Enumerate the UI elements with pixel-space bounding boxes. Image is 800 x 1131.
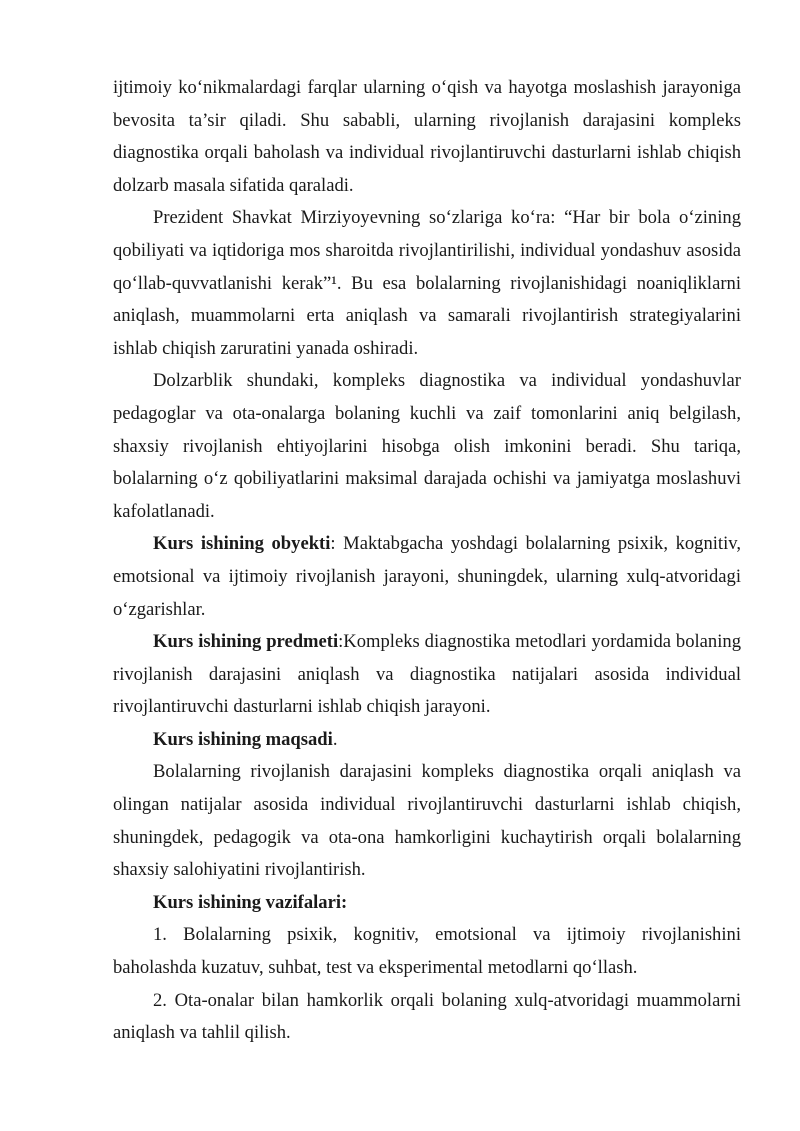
paragraph-president-quote: Prezident Shavkat Mirziyoyevning so‘zlariga ko‘ra: “Har bir bola o‘zining qobiliyati va iqtidoriga mos sharoitda rivojlantirilishi, individual yondashuv asosida qo‘llab-quvvatlanishi kerak”¹. Bu esa bolalarning rivojlanishidagi noaniqliklarni aniqlash, muammolarni erta aniqlash va samarali rivojlantirish strategiyalarini ishlab chiqish zaruratini yanada oshiradi. xyxy=(113,207,741,359)
subject-heading: Kurs ishining predmeti xyxy=(153,631,339,653)
object-text: : Maktabgacha yoshdagi bolalarning psixik, kognitiv, emotsional va ijtimoiy rivojlanish jarayoni, shuningdek, ularning xulq-atvoridagi o‘zgarishlar. xyxy=(113,533,741,620)
paragraph-intro-continuation: ijtimoiy ko‘nikmalardagi farqlar ularning o‘qish va hayotga moslashish jarayoniga bevosita ta’sir qiladi. Shu sababli, ularning rivojlanish darajasini kompleks diagnostika orqali baholash va individual rivojlantiruvchi dasturlarni ishlab chiqish dolzarb masala sifatida qaraladi. xyxy=(113,77,741,196)
subject-text: :Kompleks diagnostika metodlari yordamida bolaning rivojlanish darajasini aniqlash va diagnostika natijalari asosida individual rivojlantiruvchi dasturlarni ishlab chiqish jarayoni. xyxy=(113,631,741,718)
document-page xyxy=(113,72,741,1050)
goal-heading: Kurs ishining maqsadi xyxy=(153,728,333,750)
paragraph-relevance: Dolzarblik shundaki, kompleks diagnostika va individual yondashuvlar pedagoglar va ota-onalarga bolaning kuchli va zaif tomonlarini aniq belgilash, shaxsiy rivojlanish ehtiyojlarini hisobga olish imkonini beradi. Shu tariqa, bolalarning o‘z qobiliyatlarini maksimal darajada ochishi va jamiyatga moslashuvi kafolatlanadi. xyxy=(113,370,741,522)
paragraph-goal: Bolalarning rivojlanish darajasini kompleks diagnostika orqali aniqlash va olingan natijalar asosida individual rivojlantiruvchi dasturlarni ishlab chiqish, shuningdek, pedagogik va ota-ona hamkorligini kuchaytirish orqali bolalarning shaxsiy salohiyatini rivojlantirish. xyxy=(113,761,741,881)
goal-heading-period: . xyxy=(332,728,338,750)
tasks-heading: Kurs ishining vazifalari: xyxy=(153,891,348,913)
object-heading: Kurs ishining obyekti xyxy=(153,533,331,555)
paragraph-subject xyxy=(113,626,741,724)
paragraph-goal-heading xyxy=(113,724,741,757)
task-item-2: 2. Ota-onalar bilan hamkorlik orqali bolaning xulq-atvoridagi muammolarni aniqlash va tahlil qilish. xyxy=(113,989,741,1044)
paragraph-object xyxy=(113,528,741,626)
task-item-1: 1. Bolalarning psixik, kognitiv, emotsional va ijtimoiy rivojlanishini baholashda kuzatuv, suhbat, test va eksperimental metodlarni qo‘llash. xyxy=(113,924,741,979)
